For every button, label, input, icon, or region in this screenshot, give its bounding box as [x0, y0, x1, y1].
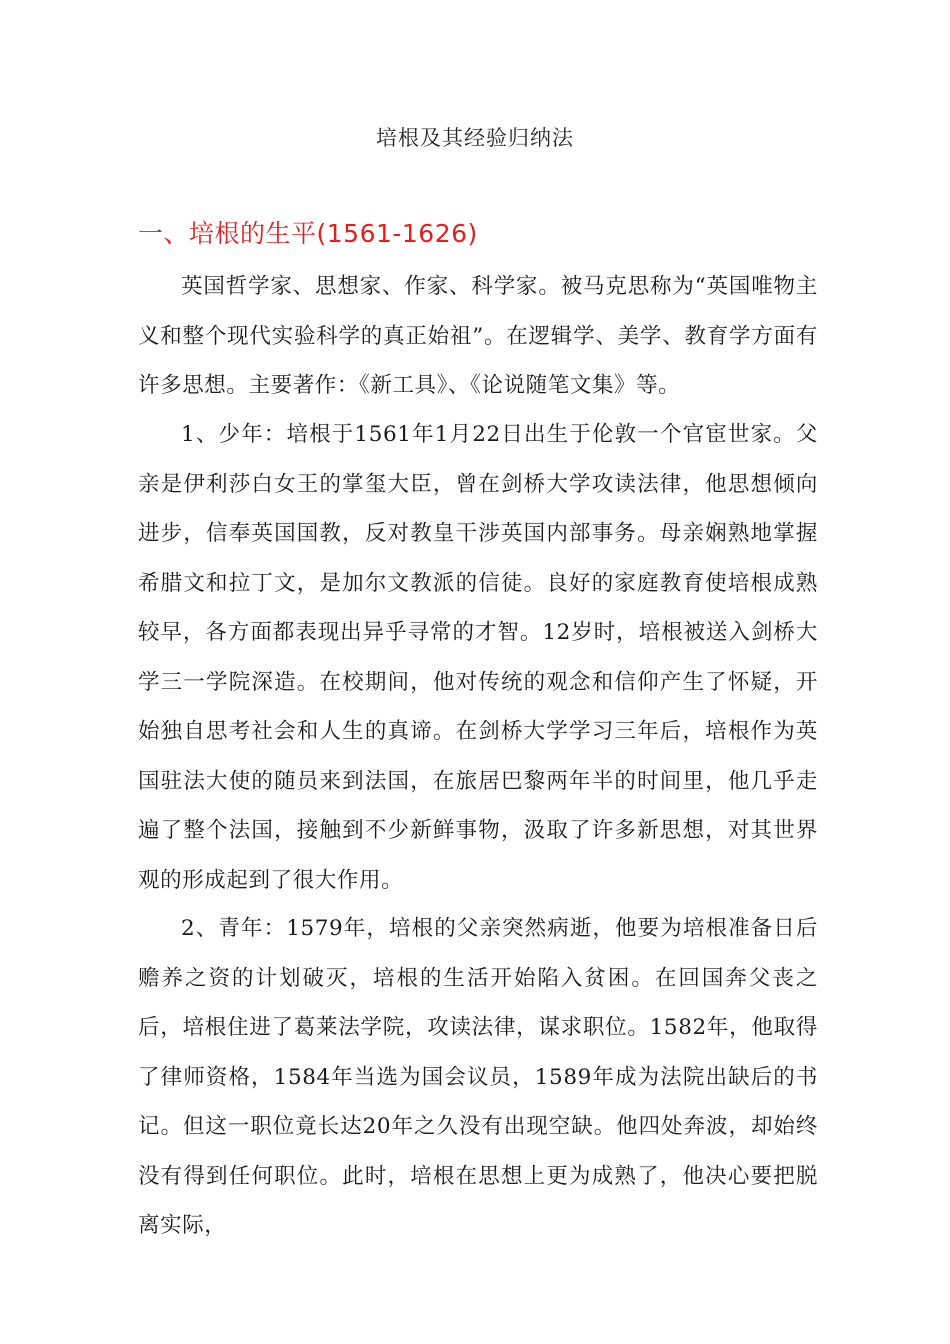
paragraph-young-adult: 2、青年：1579年，培根的父亲突然病逝，他要为培根准备日后赡养之资的计划破灭，培根的生活开始陷入贫困。在回国奔父丧之后，培根住进了葛莱法学院，攻读法律，谋求职位。1582年，他取得了律师资格，1584年当选为国会议员，1589年成为法院出缺后的书记。但这一职位竟长达20年之久没有出现空缺。他四处奔波，却始终没有得到任何职位。此时，培根在思想上更为成熟了，他决心要把脱离实际， — [138, 916, 818, 1238]
section-heading: 一、培根的生平(1561-1626) — [138, 219, 478, 248]
document-title: 培根及其经验归纳法 — [376, 126, 574, 150]
paragraph-intro: 英国哲学家、思想家、作家、科学家。被马克思称为“英国唯物主义和整个现代实验科学的真正始祖”。在逻辑学、美学、教育学方面有许多思想。主要著作：《新工具》、《论说随笔文集》等。 — [138, 274, 818, 398]
paragraph-youth: 1、少年：培根于1561年1月22日出生于伦敦一个官宦世家。父亲是伊利莎白女王的掌玺大臣，曾在剑桥大学攻读法律，他思想倾向进步，信奉英国国教，反对教皇干涉英国内部事务。母亲娴熟地掌握希腊文和拉丁文，是加尔文教派的信徒。良好的家庭教育使培根成熟较早，各方面都表现出异乎寻常的才智。12岁时，培根被送入剑桥大学三一学院深造。在校期间，他对传统的观念和信仰产生了怀疑，开始独自思考社会和人生的真谛。在剑桥大学学习三年后，培根作为英国驻法大使的随员来到法国，在旅居巴黎两年半的时间里，他几乎走遍了整个法国，接触到不少新鲜事物，汲取了许多新思想，对其世界观的形成起到了很大作用。 — [138, 422, 818, 893]
